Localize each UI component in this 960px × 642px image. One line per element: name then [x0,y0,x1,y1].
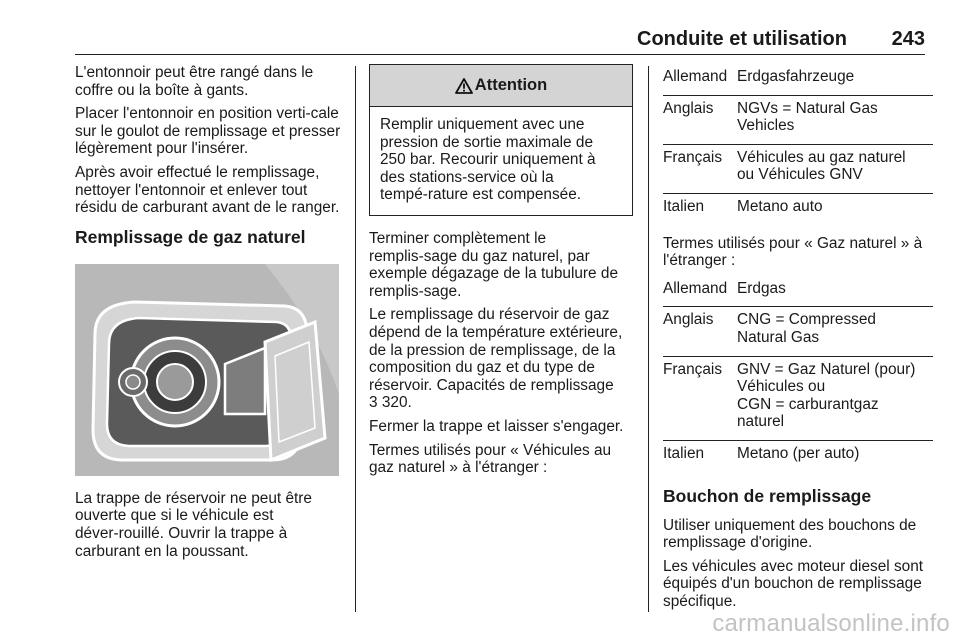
column-left [75,64,345,566]
table-row [663,64,933,95]
term-line: Natural Gas [737,328,820,346]
paragraph: Placer l'entonnoir en position verti‑cale sur le goulot de remplissage et presser légèrement pour l'insérer. [75,105,341,158]
paragraph-text: Le remplissage du réservoir de gaz dépend de la température extérieure, de la pression de remplissage, de la composition du gaz et du type de réservoir. Capacités de remplissage [369,306,623,394]
language-cell: Allemand [663,276,737,307]
term-line: GNV = Gaz Naturel (pour) [737,360,916,378]
table-row [663,95,933,144]
paragraph: Termes utilisés pour « Véhicules au gaz naturel » à l'étranger : [369,441,612,477]
table-row [663,440,933,471]
paragraph: Fermer la trappe et laisser s'engager. [369,417,624,435]
term-cell [737,64,933,95]
section-title: Conduite et utilisation [637,28,847,50]
term-line: Vehicles [737,117,795,135]
section-heading: Bouchon de remplissage [663,485,872,506]
paragraph [369,306,633,412]
section-heading: Remplissage de gaz naturel [75,226,306,247]
language-cell: Français [663,356,737,440]
warning-text: Remplir uniquement avec une pression de sortie maximale de 250 bar. Recourir uniquement à des stations-service où la tempé‑rature est compensée. [380,116,596,204]
term-cell [737,276,933,307]
watermark: carmanualsonline.info [712,610,950,637]
terms-vehicle-table [663,64,933,225]
term-line: Erdgasfahrzeuge [737,68,855,85]
column-divider [648,66,649,612]
column-middle [369,64,633,483]
term-line: Véhicules au gaz naturel [737,148,906,166]
paragraph: Terminer complètement le remplis‑sage du gaz naturel, par exemple dégazage de la tubulure de remplis‑sage. [369,229,619,300]
term-line: ou Véhicules GNV [737,166,863,184]
table-row [663,276,933,307]
table-row [663,193,933,224]
term-cell [737,440,933,471]
terms-gas-table [663,276,933,472]
paragraph: Après avoir effectué le remplissage, nettoyer l'entonnoir et enlever tout résidu de carburant avant de le ranger. [75,163,340,217]
term-line: Metano (per auto) [737,444,860,462]
language-cell: Allemand [663,64,737,95]
table-row [663,356,933,440]
term-line: Erdgas [737,279,786,297]
column-right [663,64,933,616]
warning-title: Attention [474,75,548,94]
language-cell: Italien [663,197,705,215]
table-row [663,144,933,193]
warning-triangle-icon [455,78,473,94]
language-cell: Italien [663,444,705,462]
language-cell: Anglais [663,95,737,144]
table-row [663,307,933,356]
term-line: Véhicules ou [737,378,826,396]
term-line: Metano auto [737,197,823,215]
paragraph: L'entonnoir peut être rangé dans le coffre ou la boîte à gants. [75,64,314,99]
term-cell [737,144,933,193]
warning-header [370,65,632,107]
term-line: CGN = carburantgaz [737,395,879,413]
term-cell [737,356,933,440]
paragraph: Les véhicules avec moteur diesel sont équipés d'un bouchon de remplissage spécifique. [663,557,924,610]
term-cell [737,193,933,224]
page-number: 243 [891,28,925,50]
term-line: CNG = Compressed [737,311,876,329]
term-cell [737,307,933,356]
paragraph: La trappe de réservoir ne peut être ouverte que si le véhicule est déver‑rouillé. Ouvrir la trappe à carburant en la poussant. [75,489,312,560]
language-cell: Anglais [663,307,737,356]
page-reference-link[interactable]: 3 320. [369,394,412,412]
term-line: naturel [737,413,785,431]
paragraph: Termes utilisés pour « Gaz naturel » à l'étranger : [663,234,923,270]
fuel-flap-illustration [75,264,339,476]
term-cell [737,95,933,144]
column-divider [355,66,356,612]
language-cell: Français [663,144,737,193]
term-line: NGVs = Natural Gas [737,99,878,117]
warning-box [369,64,633,216]
paragraph: Utiliser uniquement des bouchons de remplissage d'origine. [663,516,917,552]
page-header [75,26,925,55]
